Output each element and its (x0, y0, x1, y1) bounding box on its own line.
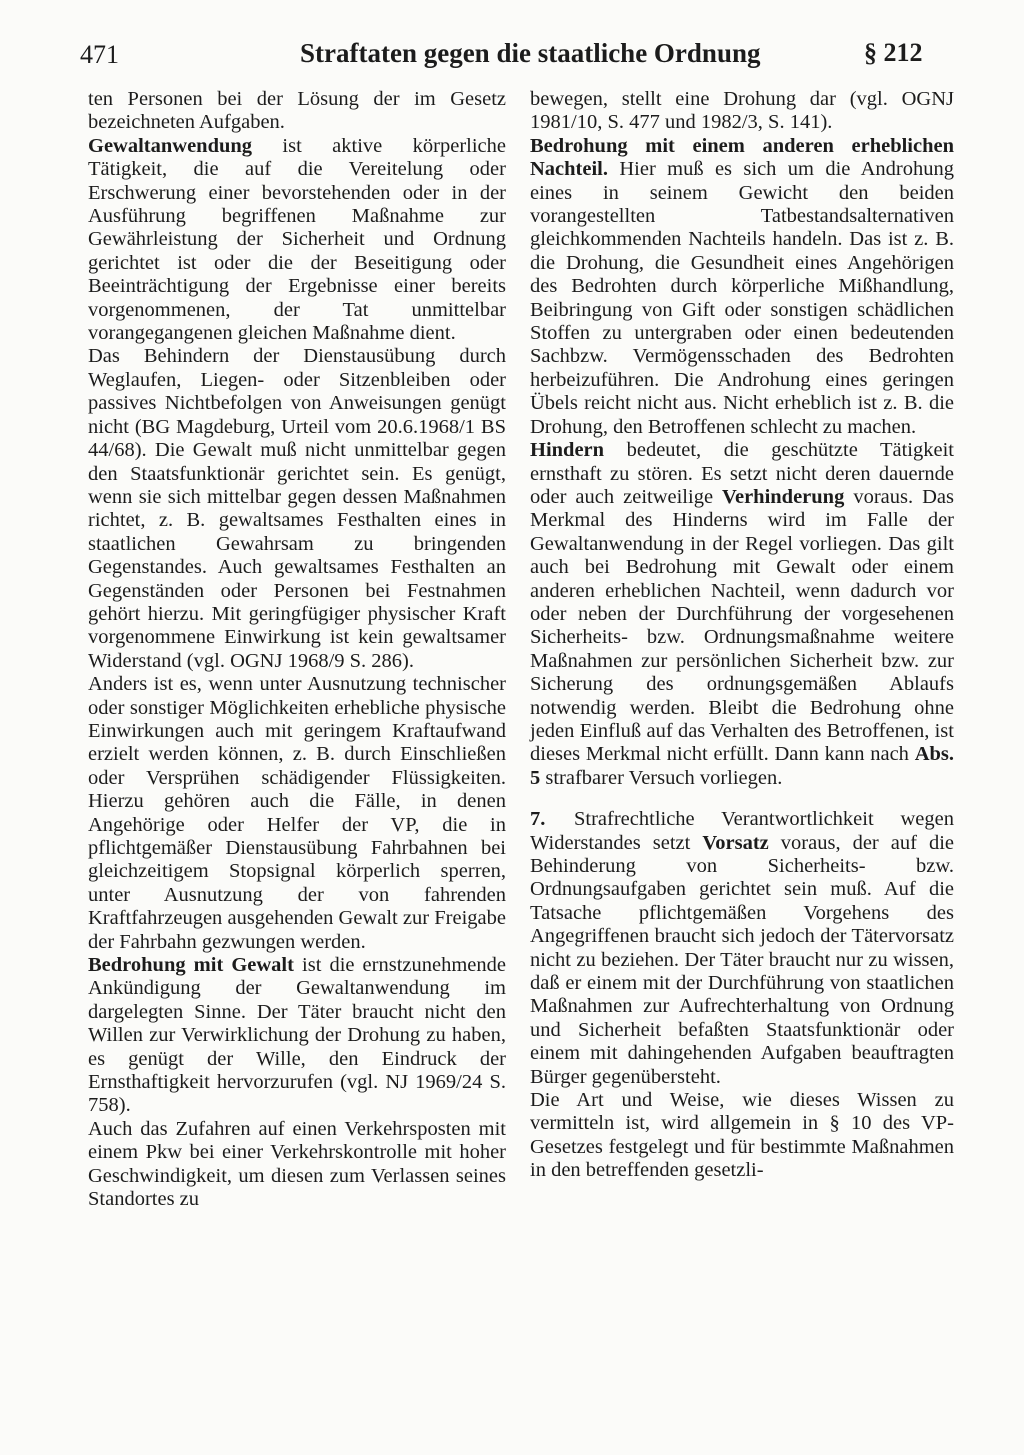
numbered-paragraph (530, 808, 954, 1089)
paragraph: Das Behindern der Dienstausübung durch Weglaufen, Liegen- oder Sitzenbleiben oder passives Nichtbefolgen von Anweisungen genügt nicht (BG Magdeburg, Urteil vom 20.6.1968/1 BS 44/68). Die Gewalt muß nicht unmittelbar gegen den Staatsfunktionär gerichtet sein. Es genügt, wenn sie sich mittelbar gegen dessen Maßnahmen richtet, z. B. gewaltsames Festhalten eines in staatlichen Gewahrsam zu bringenden Gegenstandes. Auch gewaltsames Festhalten an Gegenständen oder Personen bei Festnahmen gehört hierzu. Mit geringfügiger physischer Kraft vorgenommene Einwirkung ist kein gewaltsamer Widerstand (vgl. OGNJ 1968/9 S. 286). (88, 345, 506, 672)
paragraph: Auch das Zufahren auf einen Verkehrsposten mit einem Pkw bei einer Verkehrskontrolle mit hoher Geschwindigkeit, um diesen zum Verlassen seines Standortes zu (88, 1117, 506, 1211)
paragraph (88, 954, 506, 1118)
paragraph: Die Art und Weise, wie dieses Wissen zu vermitteln ist, wird allgemein in § 10 des VP-Gesetzes festgelegt und für bestimmte Maßnahmen in den betreffenden gesetzli- (530, 1089, 954, 1182)
paragraph: bewegen, stellt eine Drohung dar (vgl. OGNJ 1981/10, S. 477 und 1982/3, S. 141). (530, 88, 954, 134)
paragraph-text: Hier muß es sich um die Androhung eines in seinem Gewicht den beiden vorangestellten Tatbestandsalternativen gleichkommenden Nachteils handeln. Das ist z. B. die Drohung, die Gesundheit eines Angehörigen des Bedrohten durch körperliche Mißhandlung, Beibringung von Gift oder sonstigen schädlichen Stoffen zu untergraben oder einen bedeutenden Sachbzw. Vermögensschaden des Bedrohten herbeizuführen. Die Androhung eines geringen Übels reicht nicht aus. Nicht erheblich ist z. B. die Drohung, den Betroffenen schlecht zu machen. (530, 158, 954, 438)
paragraph-text: Strafrechtliche Verantwortlichkeit wegen Widerstandes setzt (530, 808, 954, 854)
term-inline: Verhinderung (722, 485, 845, 508)
paragraph: ten Personen bei der Lösung der im Gesetz bezeichneten Aufgaben. (88, 88, 506, 134)
section-number: § 212 (864, 38, 923, 67)
paragraph-text: ist die ernstzunehmende Ankündigung der Gewaltanwendung im dargelegten Sinne. Der Täter braucht nicht den Willen zur Verwirklichung der Drohung zu haben, es genügt der Wille, den Eindruck der Ernsthaftigkeit hervorzurufen (vgl. NJ 1969/24 S. 758). (88, 954, 506, 1117)
paragraph (530, 135, 954, 439)
paragraph-number: 7. (530, 808, 546, 831)
paragraph-text: voraus. Das Merkmal des Hinderns wird im Falle der Gewaltanwendung in der Regel vorliegen. Das gilt auch bei Bedrohung mit Gewalt oder einem anderen erheblichen Nachteil, wenn dadurch vor oder neben der Durchführung der vorgesehenen Sicherheits- bzw. Ordnungsmaßnahme weitere Maßnahmen zur persönlichen Sicherheit bzw. zur Sicherung des ordnungsgemäßen Ablaufs notwendig werden. Bleibt die Bedrohung ohne jeden Einfluß auf das Verhalten des Betroffenen, ist dieses Merkmal nicht erfüllt. Dann kann nach (530, 485, 954, 766)
term-heading: Hindern (530, 439, 605, 462)
paragraph-text: voraus, der auf die Behinderung von Sicherheits- bzw. Ordnungsaufgaben gerichtet sein muß. Auf die Tatsache pflichtgemäßen Vorgehens des Angegriffenen braucht sich jedoch der Tätervorsatz nicht zu beziehen. Der Täter braucht nur zu wissen, daß er einem mit der Durchführung von staatlichen Maßnahmen zur Aufrechterhaltung von Ordnung und Sicherheit befaßten Staatsfunktionär oder einem mit dahingehenden Aufgaben beauftragten Bürger gegenübersteht. (530, 831, 954, 1088)
page-number: 471 (80, 40, 119, 69)
paragraph (88, 135, 506, 346)
term-inline: Vorsatz (702, 831, 769, 854)
paragraph-text: strafbarer Versuch vorliegen. (540, 766, 783, 789)
term-heading: Bedrohung mit Gewalt (88, 954, 294, 977)
paragraph-text: ist aktive körperliche Tätigkeit, die auf die Vereitelung oder Erschwerung einer bevorstehenden oder in der Ausführung begriffenen Maßnahme zur Gewährleistung der Sicherheit und Ordnung gerichtet ist oder die der Beseitigung oder Beeinträchtigung der Ergebnisse einer bereits vorgenommenen, der Tat unmittelbar vorangegangenen gleichen Maßnahme dient. (88, 134, 506, 345)
term-heading: Bedrohung mit einem anderen erheblichen Nachteil. (530, 134, 954, 181)
header-title: Straftaten gegen die staatliche Ordnung (300, 38, 761, 68)
section-reference: Abs. 5 (530, 743, 954, 789)
running-header (0, 34, 1024, 74)
left-column (88, 88, 506, 1212)
paragraph: Anders ist es, wenn unter Ausnutzung technischer oder sonstiger Möglichkeiten erhebliche physische Einwirkungen auch mit geringem Kraftaufwand erzielt werden können, z. B. durch Einschließen oder Versprühen schädigender Flüssigkeiten. Hierzu gehören auch die Fälle, in denen Angehörige oder Helfer der VP, die in pflichtgemäßer Dienstausübung Fahrbahnen bei gleichzeitigem Stopsignal körperlich sperren, unter Ausnutzung der von fahrenden Kraftfahrzeugen ausgehenden Gewalt zur Freigabe der Fahrbahn gezwungen werden. (88, 673, 506, 953)
paragraph (530, 439, 954, 790)
right-column (530, 88, 954, 1183)
term-heading: Gewaltanwendung (88, 134, 253, 157)
paragraph-text: bedeutet, die geschützte Tätigkeit ernsthaft zu stören. Es setzt nicht deren dauernde oder auch zeitweilige (530, 439, 954, 508)
